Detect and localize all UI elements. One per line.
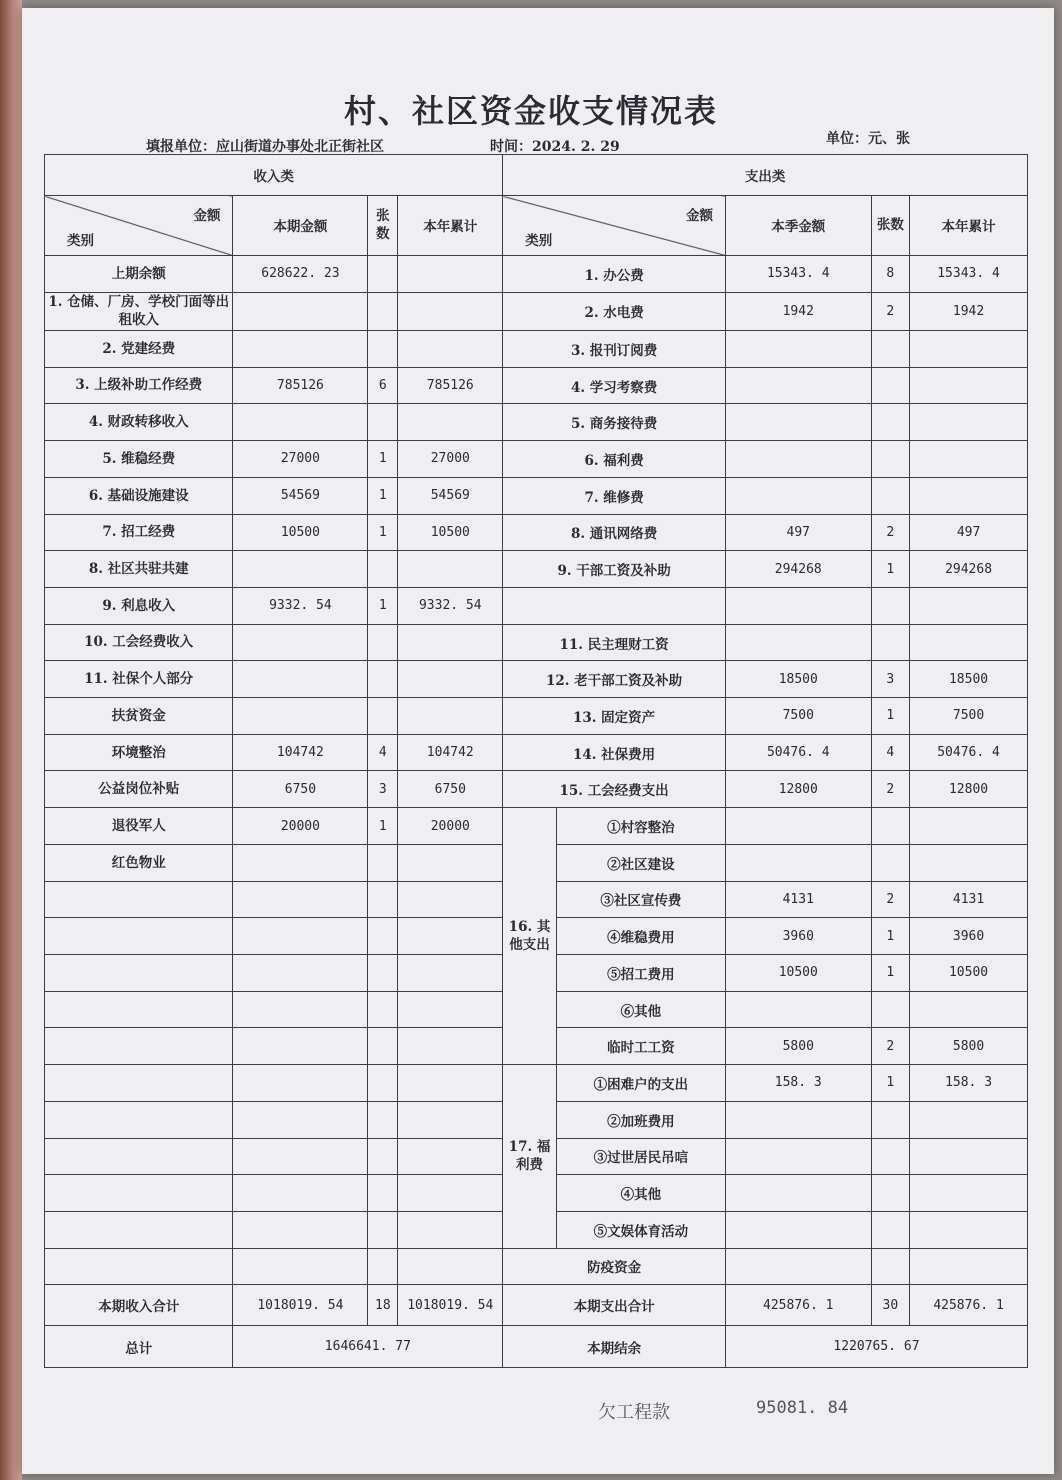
expense-year-total [910, 477, 1028, 514]
income-year-total [398, 844, 503, 881]
income-year-total [398, 551, 503, 588]
epidemic-fund-label: 防疫资金 [503, 1248, 726, 1285]
other-expense-quarter-amount: 4131 [725, 881, 871, 918]
category-word: 类别 [67, 232, 94, 249]
income-current-amount: 54569 [233, 477, 368, 514]
other-expense-item: 临时工工资 [556, 1028, 725, 1065]
income-current-amount: 785126 [233, 367, 368, 404]
expense-year-total: 294268 [910, 551, 1028, 588]
income-empty-cell [233, 954, 368, 991]
other-expense-quarter-amount [725, 991, 871, 1028]
income-empty-cell [368, 1211, 398, 1248]
expense-sheets: 4 [871, 734, 910, 771]
other-expense-sheets: 1 [871, 918, 910, 955]
welfare-sheets [871, 1211, 910, 1248]
income-empty-cell [398, 1248, 503, 1285]
page-title: 村、社区资金收支情况表 [343, 92, 718, 130]
expense-quarter-amount [725, 404, 871, 441]
income-category: 环境整治 [45, 734, 233, 771]
income-empty-cell [398, 991, 503, 1028]
table-row [45, 477, 1028, 514]
income-current-amount: 628622. 23 [233, 255, 368, 292]
expense-year-total [910, 624, 1028, 661]
income-empty-cell [233, 1211, 368, 1248]
expense-category: 15. 工会经费支出 [503, 771, 726, 808]
welfare-item: ⑤文娱体育活动 [556, 1211, 725, 1248]
income-year-total: 6750 [398, 771, 503, 808]
expense-sheets: 2 [871, 771, 910, 808]
income-category: 10. 工会经费收入 [45, 624, 233, 661]
balance-value: 1220765. 67 [725, 1326, 1027, 1368]
expense-quarter-amount [725, 441, 871, 478]
income-sheets: 1 [368, 587, 398, 624]
income-year-total: 54569 [398, 477, 503, 514]
expense-sheets [871, 624, 910, 661]
expense-total-sheets: 30 [871, 1285, 910, 1326]
income-empty-cell [45, 881, 233, 918]
unpaid-project-label: 欠工程款 [598, 1402, 670, 1423]
income-sheets: 4 [368, 734, 398, 771]
income-sheets [368, 331, 398, 368]
other-expense-item: ②社区建设 [556, 844, 725, 881]
expense-sheets: 3 [871, 661, 910, 698]
expense-year-total: 7500 [910, 698, 1028, 735]
expense-quarter-amount [725, 367, 871, 404]
income-total-amount: 1018019. 54 [233, 1285, 368, 1326]
expense-sheets: 8 [871, 255, 910, 292]
income-category: 7. 招工经费 [45, 514, 233, 551]
income-empty-cell [398, 1138, 503, 1175]
expense-sheets [871, 587, 910, 624]
epidemic-fund-sheets [871, 1248, 910, 1285]
other-expense-year-total: 10500 [910, 954, 1028, 991]
income-current-amount: 20000 [233, 808, 368, 845]
income-empty-cell [233, 881, 368, 918]
welfare-sheets [871, 1101, 910, 1138]
income-current-amount: 9332. 54 [233, 587, 368, 624]
income-year-total: 10500 [398, 514, 503, 551]
income-empty-cell [398, 881, 503, 918]
income-category: 4. 财政转移收入 [45, 404, 233, 441]
welfare-sheets: 1 [871, 1065, 910, 1102]
income-empty-cell [368, 954, 398, 991]
table-row [45, 367, 1028, 404]
expense-year-total: 497 [910, 514, 1028, 551]
other-expense-sheets [871, 991, 910, 1028]
income-category: 扶贫资金 [45, 698, 233, 735]
income-year-total [398, 661, 503, 698]
other-expense-year-total: 3960 [910, 918, 1028, 955]
table-row [45, 734, 1028, 771]
balance-label: 本期结余 [503, 1326, 726, 1368]
income-total-label: 本期收入合计 [45, 1285, 233, 1326]
income-empty-cell [398, 918, 503, 955]
income-year-total: 20000 [398, 808, 503, 845]
expense-sheets: 1 [871, 698, 910, 735]
expense-total-label: 本期支出合计 [503, 1285, 726, 1326]
expense-quarter-amount: 497 [725, 514, 871, 551]
income-sheets: 1 [368, 477, 398, 514]
income-empty-cell [233, 918, 368, 955]
income-year-total-header: 本年累计 [398, 196, 503, 256]
expense-year-total [910, 404, 1028, 441]
welfare-quarter-amount: 158. 3 [725, 1065, 871, 1102]
grand-total-label: 总计 [45, 1326, 233, 1368]
welfare-quarter-amount [725, 1211, 871, 1248]
other-expense-year-total [910, 991, 1028, 1028]
other-expense-year-total [910, 808, 1028, 845]
income-empty-cell [233, 1065, 368, 1102]
income-year-total: 9332. 54 [398, 587, 503, 624]
income-empty-cell [45, 918, 233, 955]
expense-category: 6. 福利费 [503, 441, 726, 478]
expense-sheets [871, 404, 910, 441]
income-category: 11. 社保个人部分 [45, 661, 233, 698]
income-total-sheets: 18 [368, 1285, 398, 1326]
report-time: 时间：2024. 2. 29 [490, 139, 620, 155]
welfare-year-total [910, 1138, 1028, 1175]
amount-word: 金额 [193, 208, 221, 225]
income-empty-cell [45, 954, 233, 991]
income-current-amount [233, 404, 368, 441]
income-year-total [398, 624, 503, 661]
income-sheets [368, 661, 398, 698]
income-current-amount [233, 698, 368, 735]
table-row [45, 441, 1028, 478]
welfare-item: ②加班费用 [556, 1101, 725, 1138]
income-sheets: 1 [368, 441, 398, 478]
income-sheets: 6 [368, 367, 398, 404]
expense-category: 12. 老干部工资及补助 [503, 661, 726, 698]
income-empty-cell [233, 1175, 368, 1212]
expense-year-total: 12800 [910, 771, 1028, 808]
income-category: 红色物业 [45, 844, 233, 881]
other-expense-year-total: 5800 [910, 1028, 1028, 1065]
unit-label: 单位：元、张 [826, 131, 910, 147]
income-empty-cell [45, 1065, 233, 1102]
fill-unit: 填报单位：应山街道办事处北正街社区 [146, 139, 384, 155]
welfare-sheets [871, 1175, 910, 1212]
income-year-total-sum: 1018019. 54 [398, 1285, 503, 1326]
income-empty-cell [233, 1248, 368, 1285]
income-empty-cell [368, 1138, 398, 1175]
expense-year-total-header: 本年累计 [910, 196, 1028, 256]
table-row [45, 587, 1028, 624]
expense-quarter-amount: 18500 [725, 661, 871, 698]
welfare-quarter-amount [725, 1138, 871, 1175]
expense-category: 8. 通讯网络费 [503, 514, 726, 551]
expense-sheets [871, 477, 910, 514]
table-row [45, 514, 1028, 551]
income-sheets [368, 404, 398, 441]
income-category: 退役军人 [45, 808, 233, 845]
table-row [45, 808, 1028, 845]
welfare-item: ③过世居民吊唁 [556, 1138, 725, 1175]
amount-word: 金额 [685, 208, 713, 225]
income-current-amount: 104742 [233, 734, 368, 771]
section-header-row [45, 155, 1028, 196]
welfare-sheets [871, 1138, 910, 1175]
other-expense-sheets [871, 808, 910, 845]
income-empty-cell [398, 1175, 503, 1212]
expense-sheets [871, 441, 910, 478]
other-expense-item: ④维稳费用 [556, 918, 725, 955]
welfare-quarter-amount [725, 1101, 871, 1138]
background-edge [0, 0, 22, 1480]
income-year-total [398, 255, 503, 292]
income-current-amount [233, 661, 368, 698]
income-empty-cell [45, 1028, 233, 1065]
expense-quarter-amount [725, 587, 871, 624]
other-expense-group-label: 16. 其他支出 [503, 808, 557, 1065]
other-expense-quarter-amount: 5800 [725, 1028, 871, 1065]
expense-year-total [910, 331, 1028, 368]
income-category: 3. 上级补助工作经费 [45, 367, 233, 404]
other-expense-item: ①村容整治 [556, 808, 725, 845]
income-empty-cell [398, 1065, 503, 1102]
income-sheets [368, 551, 398, 588]
income-current-amount [233, 331, 368, 368]
epidemic-fund-year-total [910, 1248, 1028, 1285]
expense-sheets: 1 [871, 551, 910, 588]
expense-year-total: 18500 [910, 661, 1028, 698]
income-empty-cell [45, 1248, 233, 1285]
income-empty-cell [45, 1101, 233, 1138]
income-current-amount [233, 551, 368, 588]
income-category: 公益岗位补贴 [45, 771, 233, 808]
income-empty-cell [368, 881, 398, 918]
expense-total-amount: 425876. 1 [725, 1285, 871, 1326]
expense-quarter-amount [725, 624, 871, 661]
other-expense-item: ③社区宣传费 [556, 881, 725, 918]
other-expense-quarter-amount [725, 844, 871, 881]
income-sheets [368, 844, 398, 881]
expense-quarter-amount: 294268 [725, 551, 871, 588]
finance-table [44, 154, 1028, 1368]
income-current-amount [233, 292, 368, 331]
table-row [45, 1248, 1028, 1285]
expense-category: 1. 办公费 [503, 255, 726, 292]
income-empty-cell [368, 1175, 398, 1212]
income-category: 8. 社区共驻共建 [45, 551, 233, 588]
income-year-total [398, 331, 503, 368]
expense-quarter-amount: 50476. 4 [725, 734, 871, 771]
expense-year-total-sum: 425876. 1 [910, 1285, 1028, 1326]
table-row [45, 661, 1028, 698]
income-empty-cell [368, 1248, 398, 1285]
income-empty-cell [368, 1065, 398, 1102]
income-diagonal-header [45, 196, 233, 256]
income-year-total: 785126 [398, 367, 503, 404]
income-empty-cell [398, 1028, 503, 1065]
expense-section-title: 支出类 [503, 155, 1028, 196]
income-current-amount: 10500 [233, 514, 368, 551]
table-row [45, 551, 1028, 588]
expense-year-total: 15343. 4 [910, 255, 1028, 292]
income-current-amount [233, 844, 368, 881]
other-expense-item: ⑤招工费用 [556, 954, 725, 991]
welfare-year-total [910, 1211, 1028, 1248]
income-sheets [368, 292, 398, 331]
income-empty-cell [398, 954, 503, 991]
expense-quarter-amount: 12800 [725, 771, 871, 808]
expense-category: 3. 报刊订阅费 [503, 331, 726, 368]
expense-diagonal-header [503, 196, 726, 256]
other-expense-sheets [871, 844, 910, 881]
income-empty-cell [368, 1028, 398, 1065]
income-empty-cell [233, 1028, 368, 1065]
unpaid-project-value: 95081. 84 [756, 1398, 849, 1418]
income-category: 5. 维稳经费 [45, 441, 233, 478]
income-empty-cell [398, 1211, 503, 1248]
expense-quarter-amount: 1942 [725, 292, 871, 331]
table-row [45, 255, 1028, 292]
income-sheets [368, 255, 398, 292]
welfare-year-total: 158. 3 [910, 1065, 1028, 1102]
welfare-year-total [910, 1175, 1028, 1212]
income-empty-cell [233, 991, 368, 1028]
other-expense-item: ⑥其他 [556, 991, 725, 1028]
expense-category: 7. 维修费 [503, 477, 726, 514]
income-category: 上期余额 [45, 255, 233, 292]
welfare-quarter-amount [725, 1175, 871, 1212]
other-expense-quarter-amount: 3960 [725, 918, 871, 955]
expense-sheets [871, 331, 910, 368]
column-header-row [45, 196, 1028, 256]
expense-year-total: 1942 [910, 292, 1028, 331]
income-sheets: 1 [368, 514, 398, 551]
expense-category: 14. 社保费用 [503, 734, 726, 771]
table-row [45, 698, 1028, 735]
expense-year-total [910, 441, 1028, 478]
other-expense-quarter-amount [725, 808, 871, 845]
expense-quarter-amount: 7500 [725, 698, 871, 735]
expense-sheets [871, 367, 910, 404]
grand-total-row [45, 1326, 1028, 1368]
income-sheets: 1 [368, 808, 398, 845]
income-empty-cell [233, 1101, 368, 1138]
income-current-amount: 6750 [233, 771, 368, 808]
expense-category: 5. 商务接待费 [503, 404, 726, 441]
income-empty-cell [368, 991, 398, 1028]
expense-sheets: 2 [871, 292, 910, 331]
welfare-item: ①困难户的支出 [556, 1065, 725, 1102]
table-row [45, 771, 1028, 808]
table-row [45, 292, 1028, 331]
welfare-year-total [910, 1101, 1028, 1138]
welfare-item: ④其他 [556, 1175, 725, 1212]
expense-category: 13. 固定资产 [503, 698, 726, 735]
income-category: 9. 利息收入 [45, 587, 233, 624]
expense-category [503, 587, 726, 624]
income-sheets-header: 张数 [368, 196, 398, 256]
epidemic-fund-quarter-amount [725, 1248, 871, 1285]
other-expense-sheets: 2 [871, 881, 910, 918]
table-row [45, 331, 1028, 368]
other-expense-year-total: 4131 [910, 881, 1028, 918]
table-row [45, 404, 1028, 441]
expense-year-total [910, 367, 1028, 404]
income-empty-cell [233, 1138, 368, 1175]
expense-category: 2. 水电费 [503, 292, 726, 331]
income-current-amount: 27000 [233, 441, 368, 478]
expense-category: 4. 学习考察费 [503, 367, 726, 404]
grand-total-value: 1646641. 77 [233, 1326, 503, 1368]
income-category: 6. 基础设施建设 [45, 477, 233, 514]
income-empty-cell [368, 918, 398, 955]
table-row [45, 624, 1028, 661]
welfare-group-label: 17. 福利费 [503, 1065, 557, 1249]
other-expense-quarter-amount: 10500 [725, 954, 871, 991]
category-word: 类别 [525, 232, 553, 249]
income-year-total: 27000 [398, 441, 503, 478]
income-year-total [398, 698, 503, 735]
income-sheets [368, 624, 398, 661]
expense-quarter-amount [725, 477, 871, 514]
income-year-total [398, 292, 503, 331]
income-year-total [398, 404, 503, 441]
income-current-amount-header: 本期金额 [233, 196, 368, 256]
table-row [45, 1065, 1028, 1102]
expense-quarter-amount-header: 本季金额 [725, 196, 871, 256]
totals-row [45, 1285, 1028, 1326]
expense-year-total [910, 587, 1028, 624]
expense-category: 11. 民主理财工资 [503, 624, 726, 661]
expense-sheets-header: 张数 [871, 196, 910, 256]
income-empty-cell [45, 991, 233, 1028]
income-empty-cell [45, 1175, 233, 1212]
expense-quarter-amount: 15343. 4 [725, 255, 871, 292]
expense-year-total: 50476. 4 [910, 734, 1028, 771]
income-section-title: 收入类 [45, 155, 503, 196]
income-empty-cell [368, 1101, 398, 1138]
income-empty-cell [45, 1138, 233, 1175]
expense-category: 9. 干部工资及补助 [503, 551, 726, 588]
other-expense-sheets: 1 [871, 954, 910, 991]
income-sheets: 3 [368, 771, 398, 808]
income-current-amount [233, 624, 368, 661]
income-year-total: 104742 [398, 734, 503, 771]
expense-sheets: 2 [871, 514, 910, 551]
income-sheets [368, 698, 398, 735]
expense-quarter-amount [725, 331, 871, 368]
other-expense-year-total [910, 844, 1028, 881]
other-expense-sheets: 2 [871, 1028, 910, 1065]
income-category: 2. 党建经费 [45, 331, 233, 368]
income-empty-cell [45, 1211, 233, 1248]
income-empty-cell [398, 1101, 503, 1138]
income-category: 1. 仓储、厂房、学校门面等出租收入 [45, 292, 233, 331]
